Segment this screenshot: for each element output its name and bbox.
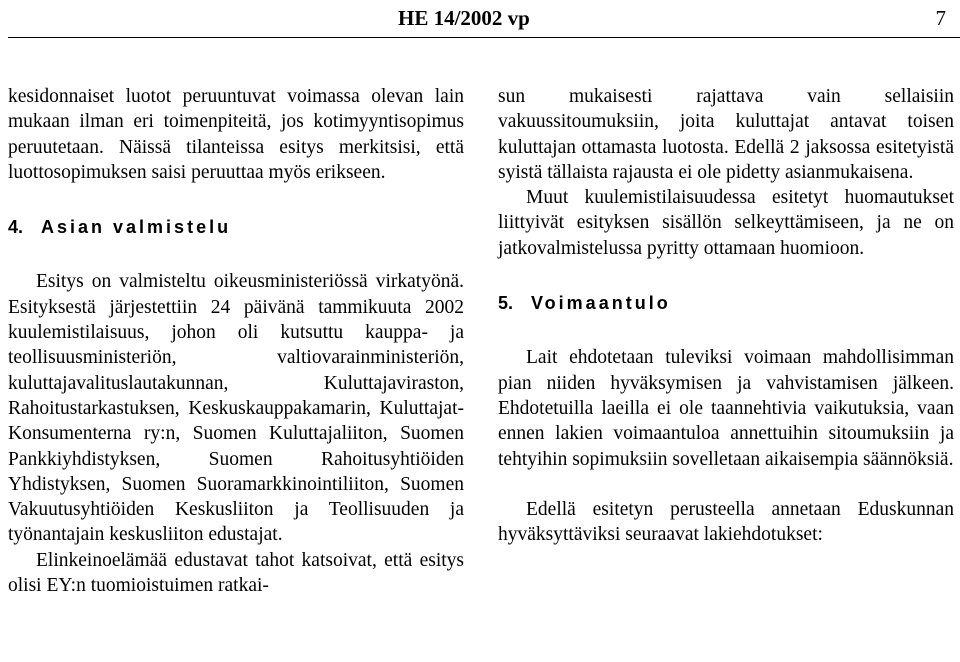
section-title: Asian valmistelu — [41, 217, 232, 238]
paragraph: Lait ehdotetaan tuleviksi voimaan mahdollisimman pian niiden hyväksymisen ja vahvistamisen jälkeen. Ehdotetuilla laeilla ei ole taannehtivia vaikutuksia, vaan ennen lakien voimaantuloa annettuihin sitoumuksiin ja tehtyihin sopimuksiin sovelletaan aikaisempia säännöksiä. — [498, 347, 954, 470]
paragraph: Esitys on valmisteltu oikeusministeriössä virkatyönä. Esityksestä järjestettiin 24 päivänä tammikuuta 2002 kuulemistilaisuus, johon oli kutsuttu kauppa- ja teollisuusministeriön, valtiovarainministeriön, kuluttajavalituslautakunnan, Kuluttajaviraston, Rahoitustarkastuksen, Keskuskauppakamarin, Kuluttajat-Konsumenterna ry:n, Suomen Kuluttajaliiton, Suomen Pankkiyhdistyksen, Suomen Rahoitusyhtiöiden Yhdistyksen, Suomen Suoramarkkinointiliiton, Suomen Vakuutusyhtiöiden Keskusliiton ja Teollisuuden ja työnantajain keskusliiton edustajat. — [8, 271, 464, 546]
header-rule — [8, 37, 960, 38]
left-column — [8, 84, 464, 598]
section-number: 5. — [498, 293, 514, 314]
section-title: Voimaantulo — [531, 293, 671, 314]
right-column — [498, 84, 954, 547]
page-header — [0, 0, 960, 40]
page-number: 7 — [935, 6, 946, 30]
paragraph: sun mukaisesti rajattava vain sellaisiin vakuussitoumuksiin, joita kuluttajat antavat toisen kuluttajan ottamasta luotosta. Edellä 2 jaksossa esitetyistä syistä tällaista rajausta ei ole pidetty asianmukaisena. — [498, 86, 954, 183]
paragraph: Elinkeinoelämää edustavat tahot katsoivat, että esitys olisi EY:n tuomioistuimen ratkai- — [8, 549, 464, 597]
document-title: HE 14/2002 vp — [398, 6, 530, 30]
paragraph: Edellä esitetyn perusteella annetaan Eduskunnan hyväksyttäviksi seuraavat lakiehdotukset: — [498, 498, 954, 546]
section-number: 4. — [8, 217, 24, 238]
section-heading-4 — [8, 215, 464, 240]
paragraph: kesidonnaiset luotot peruuntuvat voimassa olevan lain mukaan ilman eri toimenpiteitä, jos kotimyyntisopimus peruutetaan. Näissä tilanteissa esitys merkitsisi, että luottosopimuksen saisi peruuttaa myös erikseen. — [8, 86, 464, 183]
section-heading-5 — [498, 291, 954, 316]
paragraph: Muut kuulemistilaisuudessa esitetyt huomautukset liittyivät esityksen sisällön selkeyttämiseen, ja ne on jatkovalmistelussa pyritty ottamaan huomioon. — [498, 187, 954, 259]
